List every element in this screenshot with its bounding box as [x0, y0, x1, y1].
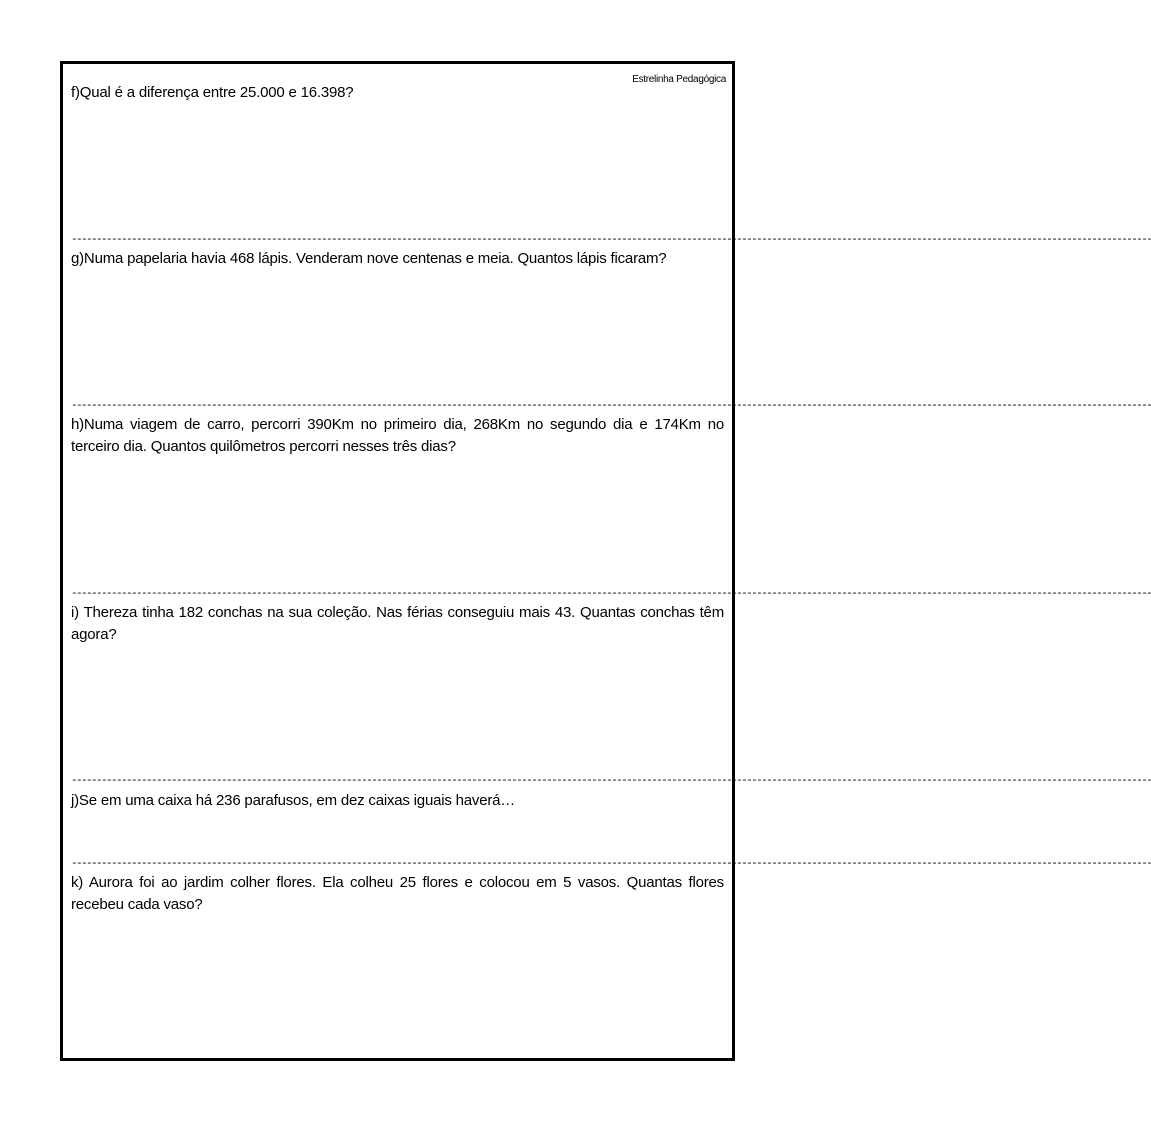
question-h: h)Numa viagem de carro, percorri 390Km no primeiro dia, 268Km no segundo dia e 174Km no terceiro dia. Quantos quilômetros percorri nesses três dias?: [71, 416, 724, 455]
answer-area-k: [71, 918, 724, 1048]
separator-line: ------------------------------------------------------------------------------------------------------------------------------------------------------------------------------------------------------------------------: [71, 858, 1151, 870]
separator-line: ------------------------------------------------------------------------------------------------------------------------------------------------------------------------------------------------------------------------: [71, 588, 1151, 600]
answer-area-i: [71, 648, 724, 773]
answer-area-h: [71, 460, 724, 585]
brand-label: Estrelinha Pedagógica: [632, 74, 726, 85]
worksheet-page: [60, 61, 1151, 1061]
answer-area-j: [71, 814, 724, 856]
separator-line: ------------------------------------------------------------------------------------------------------------------------------------------------------------------------------------------------------------------------: [71, 400, 1151, 412]
answer-area-g: [71, 272, 724, 397]
question-k: k) Aurora foi ao jardim colher flores. Ela colheu 25 flores e colocou em 5 vasos. Quantas flores recebeu cada vaso?: [71, 874, 724, 913]
question-g: g)Numa papelaria havia 468 lápis. Venderam nove centenas e meia. Quantos lápis ficaram?: [71, 250, 667, 267]
question-f: f)Qual é a diferença entre 25.000 e 16.398?: [71, 84, 354, 101]
answer-area-f: [71, 106, 724, 231]
question-i: i) Thereza tinha 182 conchas na sua coleção. Nas férias conseguiu mais 43. Quantas conchas têm agora?: [71, 604, 724, 643]
separator-line: ------------------------------------------------------------------------------------------------------------------------------------------------------------------------------------------------------------------------: [71, 775, 1151, 787]
separator-line: ------------------------------------------------------------------------------------------------------------------------------------------------------------------------------------------------------------------------: [71, 234, 1151, 246]
question-j: j)Se em uma caixa há 236 parafusos, em dez caixas iguais haverá…: [71, 792, 516, 809]
